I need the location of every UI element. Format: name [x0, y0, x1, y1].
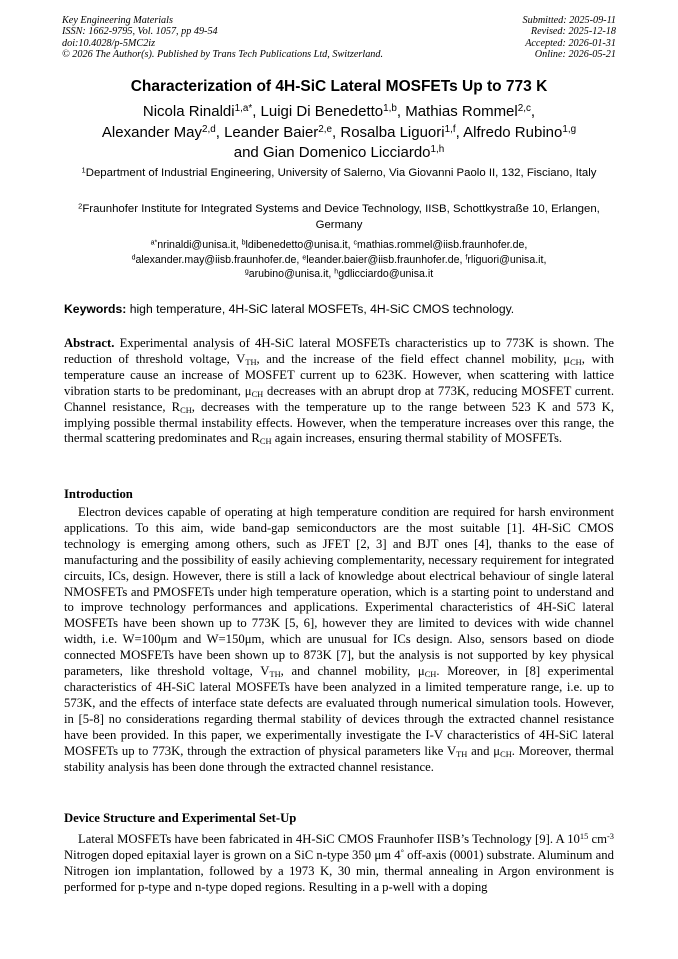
abstract-text: Experimental analysis of 4H-SiC lateral MOSFETs characteristics up to 773K is shown. The reduction of threshold voltage, V: [64, 336, 614, 366]
body-text: , and channel mobility, μ: [280, 664, 425, 679]
email-mark: f: [465, 254, 468, 262]
journal-issn: ISSN: 1662-9795, Vol. 1057, pp 49-54: [62, 26, 218, 38]
email-link[interactable]: alexander.may@iisb.fraunhofer.de,: [135, 253, 300, 266]
email-link[interactable]: mathias.rommel@iisb.fraunhofer.de,: [357, 239, 528, 251]
subscript: CH: [500, 749, 512, 759]
author-list: Nicola Rinaldi$^{1,a*}$, Luigi Di Benedetto$^{1,b}$, Mathias Rommel$^{2,c}$, Alexander May$^{2,d}$, Leander Baier$^{2,e}$, Rosalba Liguori$^{1,f}$, Alfredo Rubino$^{1,g}$ and Gian Domenico Licciardo$^{1,h}$: [101, 103, 577, 161]
affiliation-2: [64, 202, 614, 233]
email-link[interactable]: leander.baier@iisb.fraunhofer.de,: [306, 253, 463, 266]
author-affiliation-mark: 2,d: [201, 123, 216, 135]
subscript: CH: [424, 669, 437, 679]
author-name: Mathias Rommel: [405, 103, 518, 120]
abstract: [64, 336, 614, 447]
subscript: CH: [570, 357, 582, 367]
author-affiliation-mark: 2,c: [517, 103, 531, 115]
subscript: CH: [251, 389, 264, 399]
author-affiliation-mark: 1,h: [430, 144, 445, 156]
date-revised: Revised: 2025-12-18: [530, 26, 616, 38]
abstract-label: Abstract.: [64, 336, 115, 350]
author-name: Alfredo Rubino: [463, 123, 563, 141]
superscript: 15: [579, 831, 589, 841]
publication-dates: [523, 15, 616, 61]
body-text: cm: [588, 832, 607, 846]
email-mark: c: [353, 239, 357, 247]
subscript: CH: [180, 405, 192, 415]
device-structure-paragraph: [64, 832, 614, 896]
abstract-text: , with temperature cause an increase of MOSFET current up to 623K. However, when scattering with lattice vibration starts to be predominant, μ: [64, 351, 615, 398]
email-link[interactable]: rliguori@unisa.it,: [467, 253, 547, 266]
affiliation-text: Fraunhofer Institute for Integrated Systems and Device Technology, IISB, Schottkystraße 10, Erlangen, Germany: [82, 203, 600, 231]
section-heading-device-structure: Device Structure and Experimental Set-Up: [64, 811, 297, 825]
subscript: TH: [456, 749, 468, 759]
date-online: Online: 2026-05-21: [534, 49, 616, 61]
paper-title: Characterization of 4H-SiC Lateral MOSFETs Up to 773 K: [130, 78, 548, 95]
author-affiliation-mark: 1,b: [383, 103, 397, 115]
abstract-text: , decreases with the temperature up to the range between 523 K and 573 K, implying possible thermal instability effects. However, when the temperature increases over this range, the thermal scattering predominates and R: [64, 399, 614, 446]
body-text: Lateral MOSFETs have been fabricated in 4H-SiC CMOS Fraunhofer IISB’s Technology [9]. A 10: [78, 832, 580, 846]
abstract-text: , and the increase of the field effect channel mobility, μ: [256, 351, 571, 366]
author-affiliation-mark: 1,g: [562, 123, 577, 135]
abstract-text: again increases, ensuring thermal stability of MOSFETs.: [271, 431, 563, 446]
author-name: Nicola Rinaldi: [142, 103, 235, 120]
author-affiliation-mark: 1,a*: [234, 103, 253, 115]
author-name: Luigi Di Benedetto: [260, 103, 384, 120]
section-heading-introduction: Introduction: [64, 487, 133, 501]
affiliation-text: Department of Industrial Engineering, University of Salerno, Via Giovanni Paolo II, 132, Fisciano, Italy: [85, 167, 597, 179]
email-link[interactable]: nrinaldi@unisa.it,: [157, 239, 239, 251]
keywords-label: Keywords:: [64, 302, 127, 316]
keywords-text: high temperature, 4H-SiC lateral MOSFETs, 4H-SiC CMOS technology.: [126, 302, 515, 316]
body-text: . Moreover, thermal stability analysis has been done through the extracted channel resistance.: [64, 743, 614, 774]
author-name: Rosalba Liguori: [340, 123, 445, 141]
affiliation-number: 2: [78, 201, 83, 211]
date-accepted: Accepted: 2026-01-31: [525, 37, 616, 49]
subscript: CH: [259, 437, 272, 447]
journal-name: Key Engineering Materials: [62, 15, 173, 26]
superscript: °: [400, 847, 404, 857]
copyright-notice: © 2026 The Author(s). Published by Trans Tech Publications Ltd, Switzerland.: [62, 49, 384, 61]
superscript: -3: [607, 831, 614, 841]
abstract-text: decreases with an abrupt drop at 773K, reducing MOSFET current. Channel resistance, R: [64, 383, 614, 414]
author-name: Alexander May: [101, 123, 202, 141]
affiliation-1: [64, 166, 614, 182]
body-text: and μ: [467, 743, 501, 758]
author-affiliation-mark: 1,f: [444, 123, 456, 135]
email-mark: a*: [150, 239, 158, 247]
body-text: off-axis (0001) substrate. Aluminum and Nitrogen ion implantation, followed by a 1973 K, 30 min, thermal annealing in Argon environment is performed for p-type and n-type doped regions. Resulting in a p-well with a doping: [64, 847, 614, 894]
body-text: Electron devices capable of operating at high temperature condition are required for harsh environment applications. To this aim, wide band-gap semiconductors are the most suitable [1]. 4H-SiC CMOS technology is emerging among others, such as JFET [2, 3] and BJT ones [4], thanks to the ease of manufacturing and the possibility of easily achieving complementarity, necessary requirement for integrated circuits, ICs, design. However, there is still a lack of knowledge about electrical behaviour of single lateral NMOSFETs and PMOSFETs under high temperature operation, which is a starting point to understand and to improve technology performances and applications. Experimental characteristics of 4H-SiC lateral MOSFETs have been shown up to 773K [5, 6], however they are limited to devices with wide channel width, i.e. W=100μm and W=150μm, which are unusual for ICs design. Also, sensors based on diode connected MOSFETs have been shown up to 873K [7], but the analysis is not supported by key physical parameters, like threshold voltage, V: [64, 505, 614, 679]
author-name: Gian Domenico Licciardo: [262, 144, 431, 161]
body-text: . Moreover, in [8] experimental characteristics of 4H-SiC lateral MOSFETs have been analyzed in a limited temperature range, i.e. up to 573K, and the effects of interface state defects are evaluated through numerical simulation tools. However, in [5-8] no considerations regarding thermal stability of devices through the extracted channel resistance have been provided. In this paper, we experimentally investigate the I-V characteristics of 4H-SiC lateral MOSFETs up to 773K, through the extraction of physical parameters like V: [64, 664, 615, 758]
email-link[interactable]: ldibenedetto@unisa.it,: [245, 239, 351, 251]
email-mark: b: [241, 239, 246, 247]
email-mark: g: [244, 268, 249, 276]
subscript: TH: [269, 669, 281, 679]
journal-doi: doi:10.4028/p-5MC2iz: [62, 37, 156, 49]
email-mark: h: [334, 268, 339, 276]
author-emails: [64, 238, 614, 282]
subscript: TH: [245, 357, 257, 367]
affiliation-number: 1: [81, 165, 86, 175]
email-link[interactable]: arubino@unisa.it,: [248, 268, 332, 280]
email-mark: e: [302, 254, 307, 262]
author-name: Leander Baier: [224, 123, 319, 141]
keywords: [64, 302, 616, 316]
date-submitted: Submitted: 2025-09-11: [522, 15, 616, 26]
journal-info: [62, 15, 383, 61]
body-text: Nitrogen doped epitaxial layer is grown on a SiC n-type 350 μm 4: [64, 847, 401, 862]
introduction-paragraph: [64, 505, 614, 775]
email-mark: d: [131, 254, 136, 262]
email-link[interactable]: gdlicciardo@unisa.it: [338, 268, 434, 280]
author-affiliation-mark: 2,e: [318, 123, 333, 135]
